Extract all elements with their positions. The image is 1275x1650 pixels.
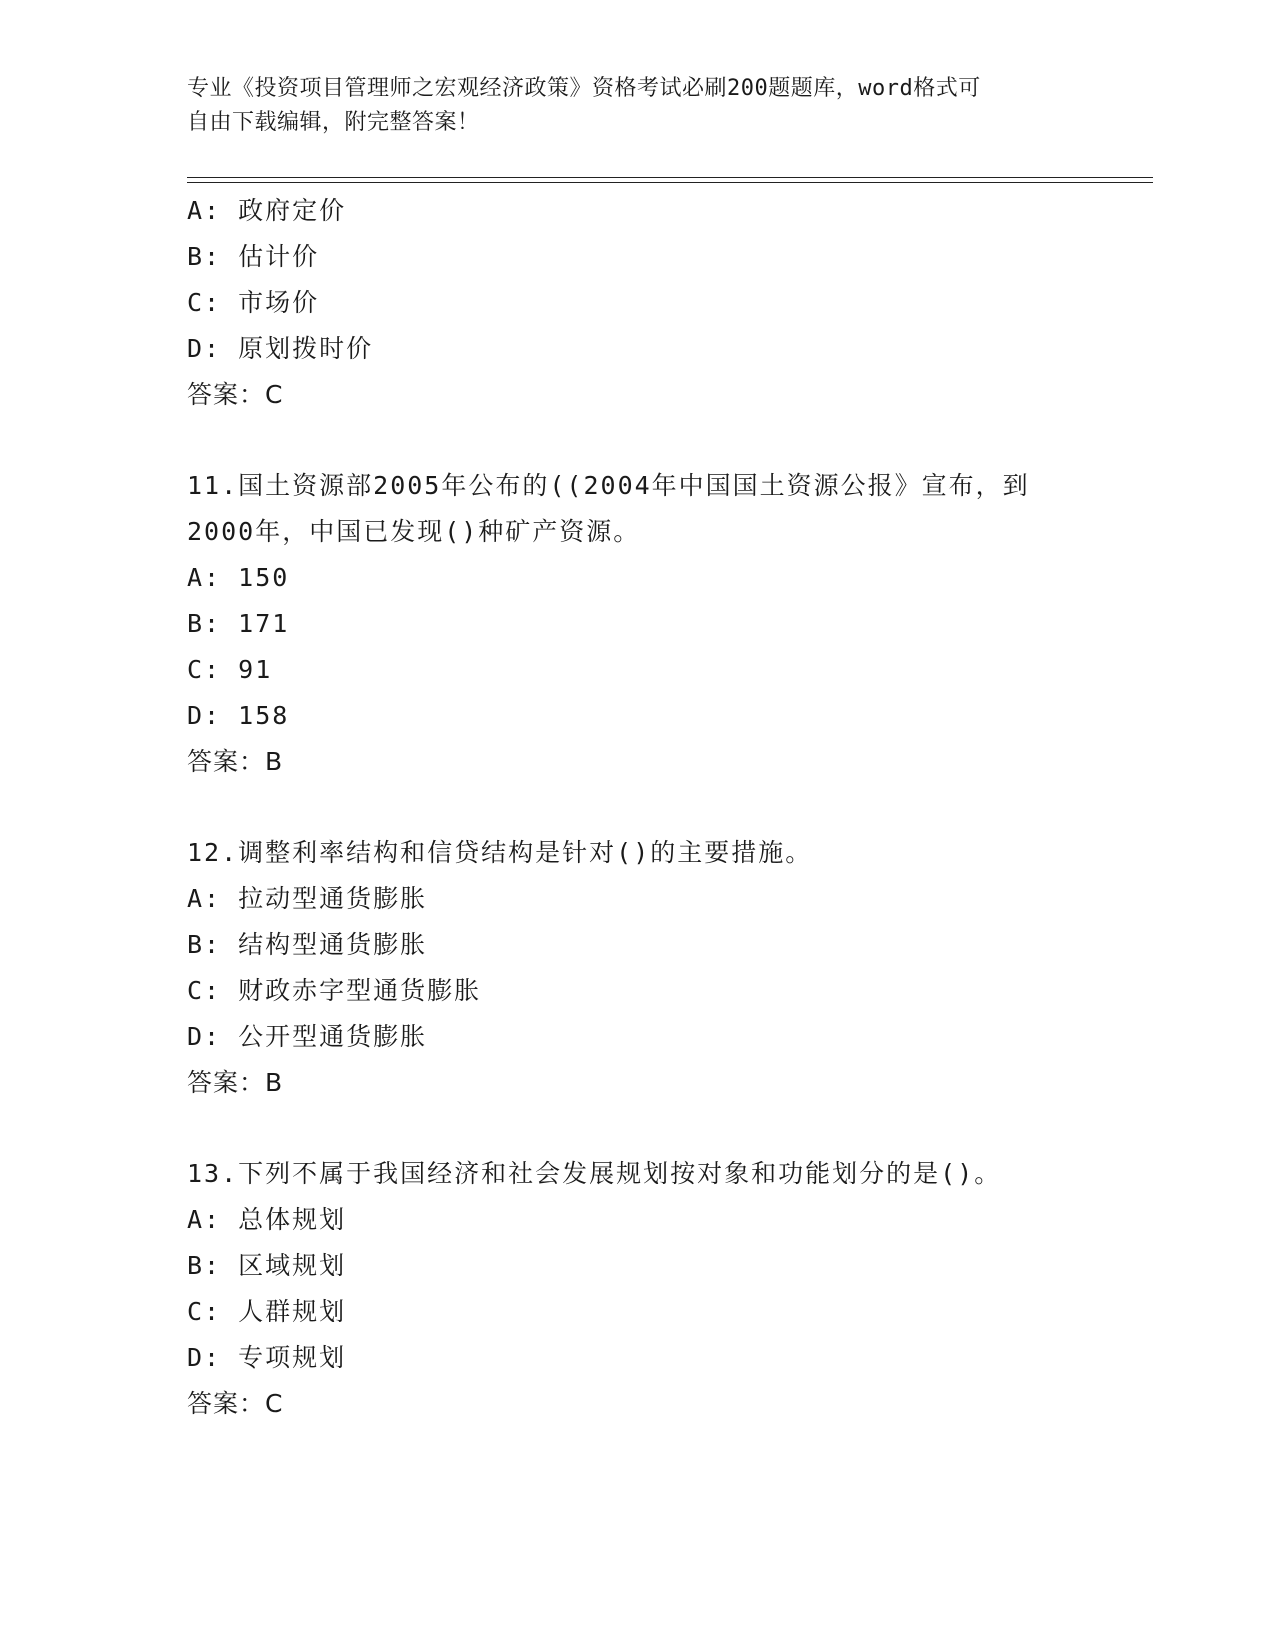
- answer-line: 答案：B: [187, 1068, 284, 1097]
- option-b: B: 估计价: [187, 242, 320, 271]
- option-b: B: 171: [187, 609, 290, 638]
- question-12: [187, 830, 1087, 1106]
- option-a: A: 拉动型通货膨胀: [187, 884, 428, 913]
- option-c: C: 91: [187, 655, 273, 684]
- answer-line: 答案：B: [187, 747, 284, 776]
- header-title-line-1: 专业《投资项目管理师之宏观经济政策》资格考试必刷200题题库，word格式可: [187, 76, 981, 101]
- option-d: D: 公开型通货膨胀: [187, 1022, 428, 1051]
- option-d: D: 158: [187, 701, 290, 730]
- option-a: A: 政府定价: [187, 196, 347, 225]
- question-stem: 13.下列不属于我国经济和社会发展规划按对象和功能划分的是()。: [187, 1159, 1002, 1188]
- question-stem-line-1: 11.国土资源部2005年公布的((2004年中国国土资源公报》宣布，到: [187, 471, 1030, 500]
- option-b: B: 结构型通货膨胀: [187, 930, 428, 959]
- answer-line: 答案：C: [187, 380, 284, 409]
- option-c: C: 财政赤字型通货膨胀: [187, 976, 482, 1005]
- question-stem-line-2: 2000年，中国已发现()种矿产资源。: [187, 517, 641, 546]
- header-divider-top: [187, 177, 1153, 178]
- header-title-line-2: 自由下载编辑，附完整答案！: [187, 110, 480, 135]
- option-c: C: 人群规划: [187, 1297, 347, 1326]
- option-a: A: 总体规划: [187, 1205, 347, 1234]
- question-stem: 12.调整利率结构和信贷结构是针对()的主要措施。: [187, 838, 813, 867]
- question-11: [187, 463, 1087, 785]
- question-13: [187, 1151, 1087, 1427]
- option-c: C: 市场价: [187, 288, 320, 317]
- option-a: A: 150: [187, 563, 290, 592]
- option-b: B: 区域规划: [187, 1251, 347, 1280]
- header-divider-bottom: [187, 182, 1153, 183]
- option-d: D: 原划拨时价: [187, 334, 374, 363]
- question-list: [187, 188, 1087, 1427]
- document-header: [187, 72, 1067, 140]
- question-10: [187, 188, 1087, 418]
- answer-line: 答案：C: [187, 1389, 284, 1418]
- option-d: D: 专项规划: [187, 1343, 347, 1372]
